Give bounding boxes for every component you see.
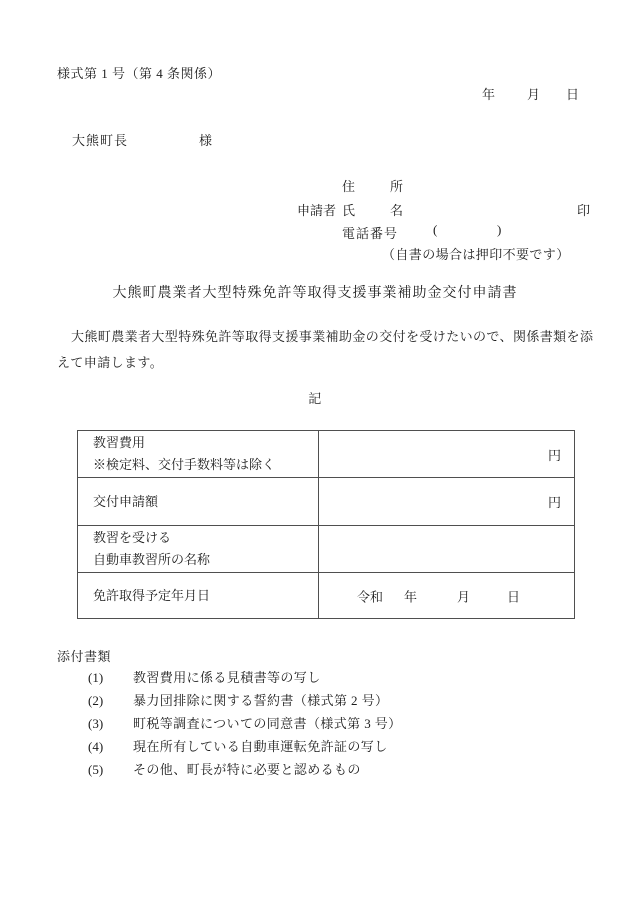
license-date-label: 免許取得予定年月日: [93, 587, 211, 603]
training-cost-label-cell: [78, 431, 319, 478]
address-label-char2: 所: [390, 179, 404, 194]
seal-mark: 印: [577, 203, 591, 218]
body-paragraph-line2: えて申請します。: [57, 355, 164, 370]
attachment-item: [88, 758, 402, 781]
license-year-label: 年: [404, 589, 418, 604]
phone-paren-close: ): [497, 222, 502, 237]
attachment-item: [88, 712, 402, 735]
date-month-label: 月: [527, 87, 541, 102]
attachment-text: 暴力団排除に関する誓約書（様式第 2 号）: [133, 693, 389, 708]
applicant-label: 申請者: [297, 203, 337, 218]
grant-amount-label: 交付申請額: [93, 493, 159, 509]
license-day-label: 日: [507, 589, 521, 604]
driving-school-value-cell: [319, 526, 575, 573]
attachment-text: 現在所有している自動車運転免許証の写し: [133, 739, 388, 754]
table-row-license-date: [78, 573, 575, 619]
phone-paren-open: (: [433, 222, 438, 237]
driving-school-label-line1: 教習を受ける: [93, 530, 172, 545]
seal-note: （自書の場合は押印不要です）: [382, 247, 570, 262]
attachment-number: (1): [88, 670, 104, 685]
ki-marker: 記: [308, 391, 322, 406]
application-table: [77, 430, 575, 619]
grant-amount-label-cell: [78, 478, 319, 526]
addressee-honorific: 様: [199, 133, 213, 148]
attachment-item: [88, 735, 402, 758]
attachment-item: [88, 689, 402, 712]
driving-school-label-cell: [78, 526, 319, 573]
license-date-value-cell: [319, 573, 575, 619]
table-row-driving-school: [78, 526, 575, 573]
name-label-char2: 名: [390, 203, 404, 218]
attachment-number: (4): [88, 739, 104, 754]
training-cost-label: 教習費用: [93, 435, 146, 450]
attachment-text: その他、町長が特に必要と認めるもの: [133, 762, 361, 777]
training-cost-unit: 円: [547, 447, 561, 463]
attachment-text: 町税等調査についての同意書（様式第 3 号）: [133, 716, 402, 731]
phone-label: 電話番号: [342, 226, 399, 241]
attachment-text: 教習費用に係る見積書等の写し: [133, 670, 321, 685]
license-month-label: 月: [457, 589, 471, 604]
address-label-char1: 住: [342, 179, 356, 194]
attachments-list: [88, 666, 402, 781]
table-row-grant-amount: [78, 478, 575, 526]
name-label-char1: 氏: [342, 203, 356, 218]
era-label: 令和: [357, 589, 384, 604]
attachments-heading: 添付書類: [57, 649, 112, 664]
date-day-label: 日: [566, 87, 580, 102]
document-title: 大熊町農業者大型特殊免許等取得支援事業補助金交付申請書: [112, 286, 518, 301]
date-year-label: 年: [482, 87, 496, 102]
grant-amount-value-cell: [319, 478, 575, 526]
addressee-name: 大熊町長: [72, 133, 129, 148]
attachment-number: (2): [88, 693, 104, 708]
attachment-number: (5): [88, 762, 104, 777]
form-number: 様式第 1 号（第 4 条関係）: [57, 66, 222, 81]
driving-school-label-line2: 自動車教習所の名称: [93, 552, 211, 567]
table-row-training-cost: [78, 431, 575, 478]
attachment-item: [88, 666, 402, 689]
training-cost-value-cell: [319, 431, 575, 478]
body-paragraph-line1: 大熊町農業者大型特殊免許等取得支援事業補助金の交付を受けたいので、関係書類を添: [71, 329, 594, 344]
attachment-number: (3): [88, 716, 104, 731]
license-date-label-cell: [78, 573, 319, 619]
grant-amount-unit: 円: [547, 495, 561, 510]
training-cost-note: ※検定料、交付手数料等は除く: [93, 457, 276, 472]
